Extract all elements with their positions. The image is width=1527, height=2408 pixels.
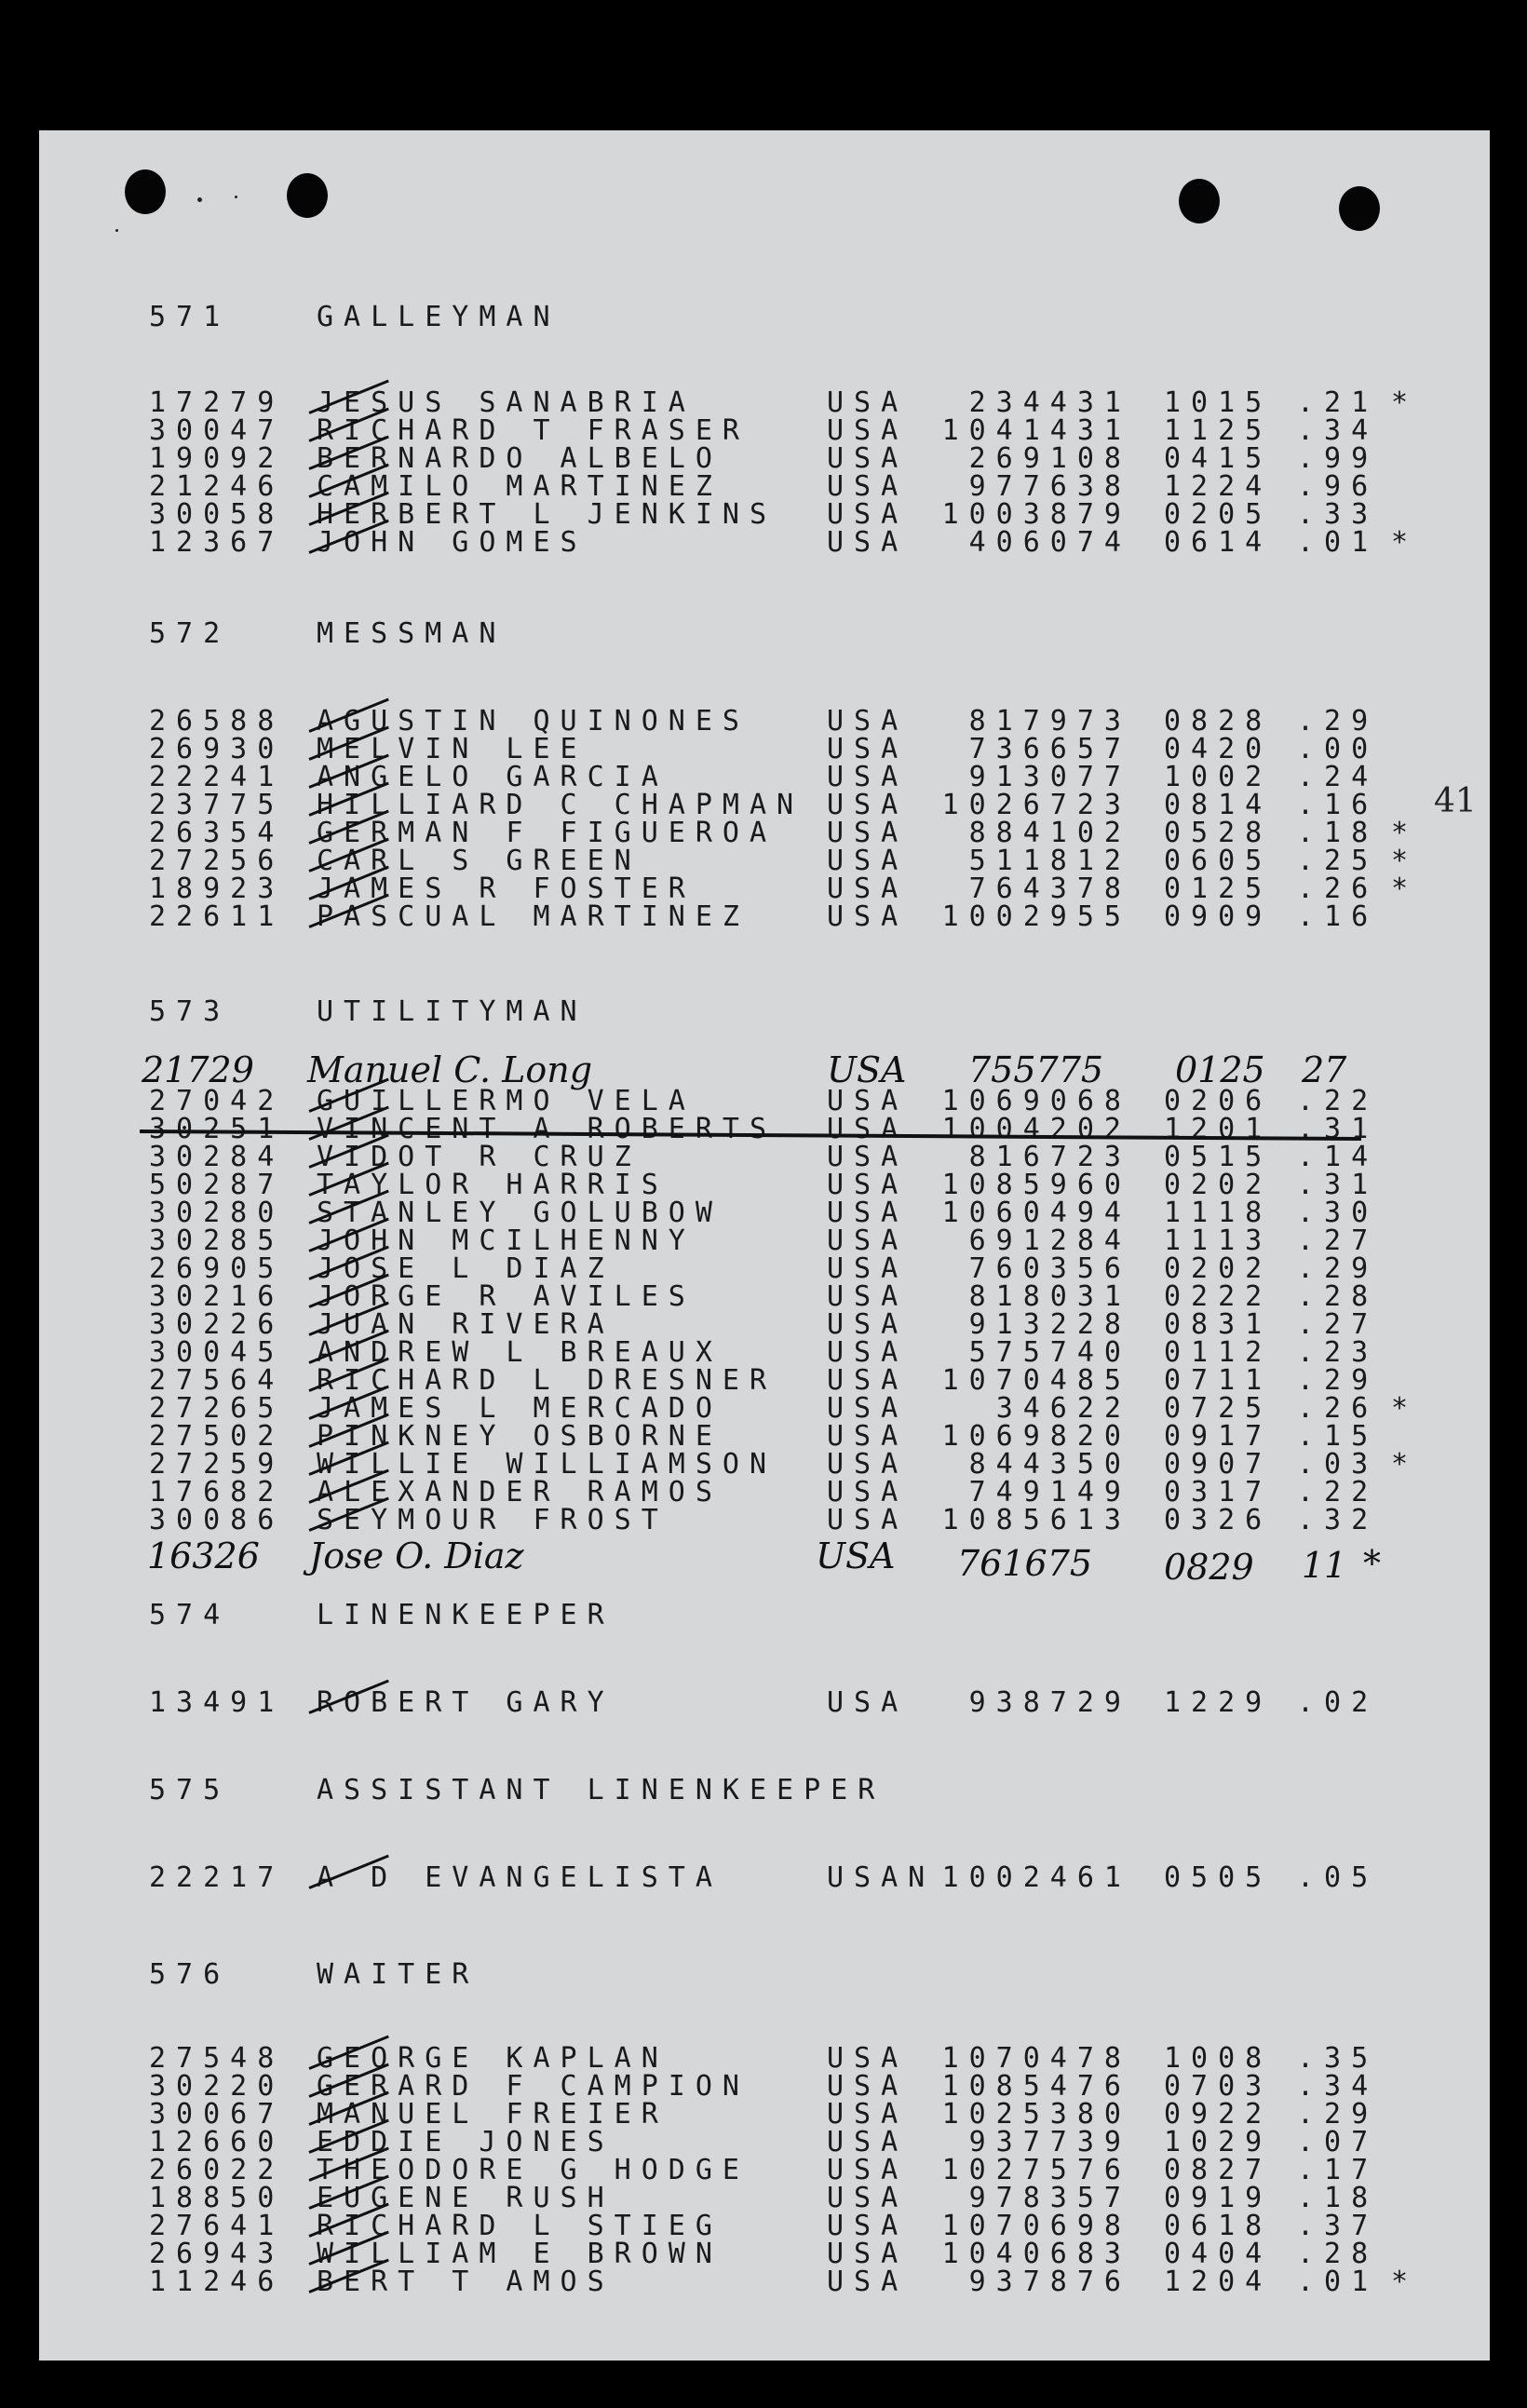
rate-value: .26 xyxy=(1297,1392,1379,1425)
nationality: USA xyxy=(827,1169,909,1201)
crew-name: JORGE R AVILES xyxy=(317,1280,696,1313)
section-title: LINENKEEPER xyxy=(317,1599,615,1631)
nationality: USA xyxy=(827,1364,909,1397)
crew-number: 18923 xyxy=(149,873,285,905)
nationality: USA xyxy=(827,817,909,849)
nationality: USA xyxy=(827,1113,909,1145)
date-code: 0828 xyxy=(1164,705,1273,737)
crew-name: GERMAN F FIGUEROA xyxy=(317,817,777,849)
date-code: 1015 xyxy=(1164,386,1273,419)
date-code: 0618 xyxy=(1164,2210,1273,2242)
crew-number: 12367 xyxy=(149,526,285,559)
rate-value: .24 xyxy=(1297,761,1379,793)
crew-number: 50287 xyxy=(149,1169,285,1201)
speck xyxy=(197,197,202,202)
section-title: ASSISTANT LINENKEEPER xyxy=(317,1774,885,1806)
crew-number: 27042 xyxy=(149,1085,285,1117)
crew-number: 26943 xyxy=(149,2238,285,2270)
document-number: 1060494 xyxy=(941,1197,1131,1229)
crew-name: ANGELO GARCIA xyxy=(317,761,669,793)
rate-value: .25 xyxy=(1297,845,1379,877)
date-code: 0605 xyxy=(1164,845,1273,877)
document-number: 736657 xyxy=(968,733,1131,765)
document-number: 1026723 xyxy=(941,789,1131,821)
crew-name: JUAN RIVERA xyxy=(317,1308,615,1341)
nationality: USA xyxy=(827,1308,909,1341)
rate-value: .33 xyxy=(1297,498,1379,531)
nationality: USA xyxy=(827,1392,909,1425)
date-code: 1002 xyxy=(1164,761,1273,793)
crew-number: 22241 xyxy=(149,761,285,793)
crew-number: 27502 xyxy=(149,1420,285,1453)
crew-number: 26930 xyxy=(149,733,285,765)
nationality: USA xyxy=(827,1336,909,1369)
crew-number: 22217 xyxy=(149,1861,285,1894)
punch-hole xyxy=(1339,186,1380,231)
crew-name: JESUS SANABRIA xyxy=(317,386,696,419)
handwritten-number: 21729 xyxy=(142,1049,254,1090)
nationality: USA xyxy=(827,414,909,447)
document-number: 691284 xyxy=(968,1224,1131,1257)
crew-number: 26022 xyxy=(149,2154,285,2186)
nationality: USA xyxy=(827,2042,909,2075)
asterisk-mark: * xyxy=(1391,845,1419,877)
nationality: USA xyxy=(827,386,909,419)
rate-value: .35 xyxy=(1297,2042,1379,2075)
rate-value: .30 xyxy=(1297,1197,1379,1229)
crew-name: MELVIN LEE xyxy=(317,733,588,765)
crew-number: 26905 xyxy=(149,1252,285,1285)
nationality: USA xyxy=(827,2070,909,2103)
speck xyxy=(115,229,118,232)
crew-number: 27259 xyxy=(149,1448,285,1481)
nationality: USA xyxy=(827,1197,909,1229)
section-code: 572 xyxy=(149,617,231,650)
crew-name: STANLEY GOLUBOW xyxy=(317,1197,723,1229)
date-code: 1008 xyxy=(1164,2042,1273,2075)
nationality: USA xyxy=(827,1085,909,1117)
crew-number: 30285 xyxy=(149,1224,285,1257)
date-code: 0202 xyxy=(1164,1252,1273,1285)
date-code: 0703 xyxy=(1164,2070,1273,2103)
date-code: 0505 xyxy=(1164,1861,1273,1894)
rate-value: .29 xyxy=(1297,1364,1379,1397)
nationality: USA xyxy=(827,2182,909,2214)
crew-number: 30058 xyxy=(149,498,285,531)
nationality: USA xyxy=(827,733,909,765)
crew-number: 27256 xyxy=(149,845,285,877)
document-number: 978357 xyxy=(968,2182,1131,2214)
nationality: USA xyxy=(827,2126,909,2158)
document-number: 1085613 xyxy=(941,1504,1131,1536)
nationality: USA xyxy=(827,2098,909,2131)
document-number: 913077 xyxy=(968,761,1131,793)
rate-value: .01 xyxy=(1297,2266,1379,2298)
nationality: USA xyxy=(827,1476,909,1508)
section-title: UTILITYMAN xyxy=(317,995,588,1028)
rate-value: .01 xyxy=(1297,526,1379,559)
crew-name: EDDIE JONES xyxy=(317,2126,615,2158)
crew-name: SEYMOUR FROST xyxy=(317,1504,669,1536)
rate-value: .96 xyxy=(1297,470,1379,503)
handwritten-number: 16326 xyxy=(147,1535,260,1576)
crew-number: 12660 xyxy=(149,2126,285,2158)
section-code: 576 xyxy=(149,1958,231,1991)
crew-name: VIDOT R CRUZ xyxy=(317,1141,642,1173)
nationality: USA xyxy=(827,900,909,933)
punch-hole xyxy=(125,169,166,214)
punch-hole xyxy=(287,173,328,218)
crew-name: THEODORE G HODGE xyxy=(317,2154,750,2186)
nationality: USA xyxy=(827,1141,909,1173)
nationality: USAN xyxy=(827,1861,936,1894)
crew-name: BERT T AMOS xyxy=(317,2266,615,2298)
document-number: 1041431 xyxy=(941,414,1131,447)
handwritten-rate: 11 xyxy=(1302,1545,1347,1586)
document-number: 764378 xyxy=(968,873,1131,905)
date-code: 0205 xyxy=(1164,498,1273,531)
date-code: 0206 xyxy=(1164,1085,1273,1117)
document-number: 1027576 xyxy=(941,2154,1131,2186)
crew-name: MANUEL FREIER xyxy=(317,2098,669,2131)
crew-name: PINKNEY OSBORNE xyxy=(317,1420,723,1453)
crew-number: 30086 xyxy=(149,1504,285,1536)
section-code: 575 xyxy=(149,1774,231,1806)
document-number: 977638 xyxy=(968,470,1131,503)
document-number: 1002955 xyxy=(941,900,1131,933)
crew-name: HILLIARD C CHAPMAN xyxy=(317,789,804,821)
crew-name: GEORGE KAPLAN xyxy=(317,2042,669,2075)
crew-number: 30226 xyxy=(149,1308,285,1341)
date-code: 0112 xyxy=(1164,1336,1273,1369)
crew-number: 22611 xyxy=(149,900,285,933)
crew-name: A D EVANGELISTA xyxy=(317,1861,723,1894)
date-code: 0528 xyxy=(1164,817,1273,849)
section-title: MESSMAN xyxy=(317,617,507,650)
asterisk-mark: * xyxy=(1391,2266,1419,2298)
nationality: USA xyxy=(827,1224,909,1257)
date-code: 1113 xyxy=(1164,1224,1273,1257)
document-number: 844350 xyxy=(968,1448,1131,1481)
date-code: 0317 xyxy=(1164,1476,1273,1508)
rate-value: .27 xyxy=(1297,1224,1379,1257)
rate-value: .16 xyxy=(1297,900,1379,933)
document-number: 816723 xyxy=(968,1141,1131,1173)
document-number: 234431 xyxy=(968,386,1131,419)
punch-hole xyxy=(1179,179,1220,223)
document-number: 34622 xyxy=(995,1392,1131,1425)
nationality: USA xyxy=(827,2238,909,2270)
nationality: USA xyxy=(827,442,909,475)
handwritten-country: USA xyxy=(816,1535,896,1576)
section-code: 574 xyxy=(149,1599,231,1631)
section-title: GALLEYMAN xyxy=(317,301,561,333)
crew-number: 30251 xyxy=(149,1113,285,1145)
crew-number: 30067 xyxy=(149,2098,285,2131)
date-code: 0909 xyxy=(1164,900,1273,933)
date-code: 0831 xyxy=(1164,1308,1273,1341)
document-number: 269108 xyxy=(968,442,1131,475)
document-number: 937876 xyxy=(968,2266,1131,2298)
crew-number: 23775 xyxy=(149,789,285,821)
document-number: 1003879 xyxy=(941,498,1131,531)
date-code: 0404 xyxy=(1164,2238,1273,2270)
handwritten-rate: 27 xyxy=(1302,1049,1347,1090)
rate-value: .37 xyxy=(1297,2210,1379,2242)
rate-value: .99 xyxy=(1297,442,1379,475)
crew-number: 13491 xyxy=(149,1686,285,1719)
crew-number: 27548 xyxy=(149,2042,285,2075)
nationality: USA xyxy=(827,789,909,821)
crew-number: 30045 xyxy=(149,1336,285,1369)
document-number: 749149 xyxy=(968,1476,1131,1508)
rate-value: .27 xyxy=(1297,1308,1379,1341)
rate-value: .32 xyxy=(1297,1504,1379,1536)
nationality: USA xyxy=(827,1420,909,1453)
document-number: 1069068 xyxy=(941,1085,1131,1117)
crew-number: 27564 xyxy=(149,1364,285,1397)
document-number: 1085960 xyxy=(941,1169,1131,1201)
crew-name: JOSE L DIAZ xyxy=(317,1252,615,1285)
asterisk-mark: * xyxy=(1391,817,1419,849)
handwritten-document-number: 755775 xyxy=(968,1049,1104,1090)
crew-name: CARL S GREEN xyxy=(317,845,642,877)
crew-number: 11246 xyxy=(149,2266,285,2298)
crew-number: 27265 xyxy=(149,1392,285,1425)
date-code: 0515 xyxy=(1164,1141,1273,1173)
crew-number: 26354 xyxy=(149,817,285,849)
document-number: 938729 xyxy=(968,1686,1131,1719)
rate-value: .34 xyxy=(1297,414,1379,447)
crew-number: 27641 xyxy=(149,2210,285,2242)
date-code: 1224 xyxy=(1164,470,1273,503)
nationality: USA xyxy=(827,1252,909,1285)
nationality: USA xyxy=(827,470,909,503)
crew-name: TAYLOR HARRIS xyxy=(317,1169,669,1201)
nationality: USA xyxy=(827,1448,909,1481)
date-code: 1029 xyxy=(1164,2126,1273,2158)
document-number: 575740 xyxy=(968,1336,1131,1369)
crew-number: 30284 xyxy=(149,1141,285,1173)
section-title: WAITER xyxy=(317,1958,480,1991)
crew-name: CAMILO MARTINEZ xyxy=(317,470,723,503)
crew-number: 30047 xyxy=(149,414,285,447)
handwritten-name: Jose O. Diaz xyxy=(309,1535,524,1576)
crew-name: WILLIE WILLIAMSON xyxy=(317,1448,777,1481)
date-code: 0814 xyxy=(1164,789,1273,821)
document-number: 1040683 xyxy=(941,2238,1131,2270)
crew-name: ALEXANDER RAMOS xyxy=(317,1476,723,1508)
crew-name: ROBERT GARY xyxy=(317,1686,615,1719)
crew-name: JOHN GOMES xyxy=(317,526,588,559)
date-code: 0917 xyxy=(1164,1420,1273,1453)
nationality: USA xyxy=(827,2210,909,2242)
rate-value: .29 xyxy=(1297,2098,1379,2131)
rate-value: .22 xyxy=(1297,1085,1379,1117)
rate-value: .07 xyxy=(1297,2126,1379,2158)
date-code: 0827 xyxy=(1164,2154,1273,2186)
rate-value: .22 xyxy=(1297,1476,1379,1508)
document-number: 1069820 xyxy=(941,1420,1131,1453)
crew-name: GUILLERMO VELA xyxy=(317,1085,696,1117)
date-code: 0614 xyxy=(1164,526,1273,559)
asterisk-mark: * xyxy=(1391,386,1419,419)
document-number: 913228 xyxy=(968,1308,1131,1341)
nationality: USA xyxy=(827,2266,909,2298)
crew-name: GERARD F CAMPION xyxy=(317,2070,750,2103)
date-code: 1125 xyxy=(1164,414,1273,447)
rate-value: .28 xyxy=(1297,2238,1379,2270)
document-number: 1085476 xyxy=(941,2070,1131,2103)
rate-value: .31 xyxy=(1297,1169,1379,1201)
date-code: 1204 xyxy=(1164,2266,1273,2298)
rate-value: .26 xyxy=(1297,873,1379,905)
crew-number: 17279 xyxy=(149,386,285,419)
crew-name: JAMES R FOSTER xyxy=(317,873,696,905)
nationality: USA xyxy=(827,761,909,793)
document-number: 511812 xyxy=(968,845,1131,877)
asterisk-mark: * xyxy=(1391,1392,1419,1425)
nationality: USA xyxy=(827,845,909,877)
crew-name: PASCUAL MARTINEZ xyxy=(317,900,750,933)
date-code: 0922 xyxy=(1164,2098,1273,2131)
rate-value: .15 xyxy=(1297,1420,1379,1453)
crew-number: 21246 xyxy=(149,470,285,503)
document-number: 817973 xyxy=(968,705,1131,737)
crew-number: 17682 xyxy=(149,1476,285,1508)
nationality: USA xyxy=(827,526,909,559)
crew-name: WILLIAM E BROWN xyxy=(317,2238,723,2270)
date-code: 1229 xyxy=(1164,1686,1273,1719)
document-number: 884102 xyxy=(968,817,1131,849)
crew-name: EUGENE RUSH xyxy=(317,2182,615,2214)
crew-name: RICHARD T FRASER xyxy=(317,414,750,447)
date-code: 0202 xyxy=(1164,1169,1273,1201)
rate-value: .23 xyxy=(1297,1336,1379,1369)
date-code: 0415 xyxy=(1164,442,1273,475)
nationality: USA xyxy=(827,1504,909,1536)
document-number: 406074 xyxy=(968,526,1131,559)
document-number: 937739 xyxy=(968,2126,1131,2158)
nationality: USA xyxy=(827,498,909,531)
rate-value: .29 xyxy=(1297,705,1379,737)
crew-name: RICHARD L DRESNER xyxy=(317,1364,777,1397)
crew-name: BERNARDO ALBELO xyxy=(317,442,723,475)
crew-name: HERBERT L JENKINS xyxy=(317,498,777,531)
nationality: USA xyxy=(827,705,909,737)
handwritten-document-number: 761675 xyxy=(957,1543,1093,1584)
document-number: 1070485 xyxy=(941,1364,1131,1397)
asterisk-mark: * xyxy=(1391,526,1419,559)
section-code: 571 xyxy=(149,301,231,333)
rate-value: .29 xyxy=(1297,1252,1379,1285)
rate-value: .16 xyxy=(1297,789,1379,821)
date-code: 0326 xyxy=(1164,1504,1273,1536)
rate-value: .05 xyxy=(1297,1861,1379,1894)
date-code: 0420 xyxy=(1164,733,1273,765)
section-code: 573 xyxy=(149,995,231,1028)
crew-name: ANDREW L BREAUX xyxy=(317,1336,723,1369)
crew-number: 30280 xyxy=(149,1197,285,1229)
handwritten-name: Manuel C. Long xyxy=(307,1049,593,1090)
crew-number: 30216 xyxy=(149,1280,285,1313)
rate-value: .21 xyxy=(1297,386,1379,419)
crew-name: AGUSTIN QUINONES xyxy=(317,705,750,737)
page-number: 41 xyxy=(1434,782,1477,820)
rate-value: .17 xyxy=(1297,2154,1379,2186)
handwritten-asterisk: * xyxy=(1363,1543,1381,1584)
date-code: 0907 xyxy=(1164,1448,1273,1481)
rate-value: .18 xyxy=(1297,2182,1379,2214)
asterisk-mark: * xyxy=(1391,873,1419,905)
rate-value: .34 xyxy=(1297,2070,1379,2103)
crew-number: 19092 xyxy=(149,442,285,475)
crew-name: RICHARD L STIEG xyxy=(317,2210,723,2242)
nationality: USA xyxy=(827,1280,909,1313)
date-code: 0725 xyxy=(1164,1392,1273,1425)
date-code: 0919 xyxy=(1164,2182,1273,2214)
nationality: USA xyxy=(827,1686,909,1719)
date-code: 0125 xyxy=(1164,873,1273,905)
crew-name: JAMES L MERCADO xyxy=(317,1392,723,1425)
asterisk-mark: * xyxy=(1391,1448,1419,1481)
date-code: 0222 xyxy=(1164,1280,1273,1313)
date-code: 0711 xyxy=(1164,1364,1273,1397)
handwritten-date: 0125 xyxy=(1175,1049,1265,1090)
crew-name: VINCENT A ROBERTS xyxy=(317,1113,777,1145)
document-number: 1002461 xyxy=(941,1861,1131,1894)
date-code: 1118 xyxy=(1164,1197,1273,1229)
rate-value: .02 xyxy=(1297,1686,1379,1719)
document-number: 1070478 xyxy=(941,2042,1131,2075)
crew-name: JOHN MCILHENNY xyxy=(317,1224,696,1257)
crew-number: 30220 xyxy=(149,2070,285,2103)
speck xyxy=(235,196,237,198)
document-number: 760356 xyxy=(968,1252,1131,1285)
document-number: 1025380 xyxy=(941,2098,1131,2131)
crew-number: 18850 xyxy=(149,2182,285,2214)
handwritten-country: USA xyxy=(827,1049,907,1090)
handwritten-date: 0829 xyxy=(1164,1547,1254,1588)
document-number: 1070698 xyxy=(941,2210,1131,2242)
rate-value: .28 xyxy=(1297,1280,1379,1313)
rate-value: .31 xyxy=(1297,1113,1379,1145)
crew-number: 26588 xyxy=(149,705,285,737)
rate-value: .18 xyxy=(1297,817,1379,849)
rate-value: .03 xyxy=(1297,1448,1379,1481)
document-number: 1004202 xyxy=(941,1113,1131,1145)
nationality: USA xyxy=(827,873,909,905)
rate-value: .14 xyxy=(1297,1141,1379,1173)
document-number: 818031 xyxy=(968,1280,1131,1313)
nationality: USA xyxy=(827,2154,909,2186)
rate-value: .00 xyxy=(1297,733,1379,765)
date-code: 1201 xyxy=(1164,1113,1273,1145)
